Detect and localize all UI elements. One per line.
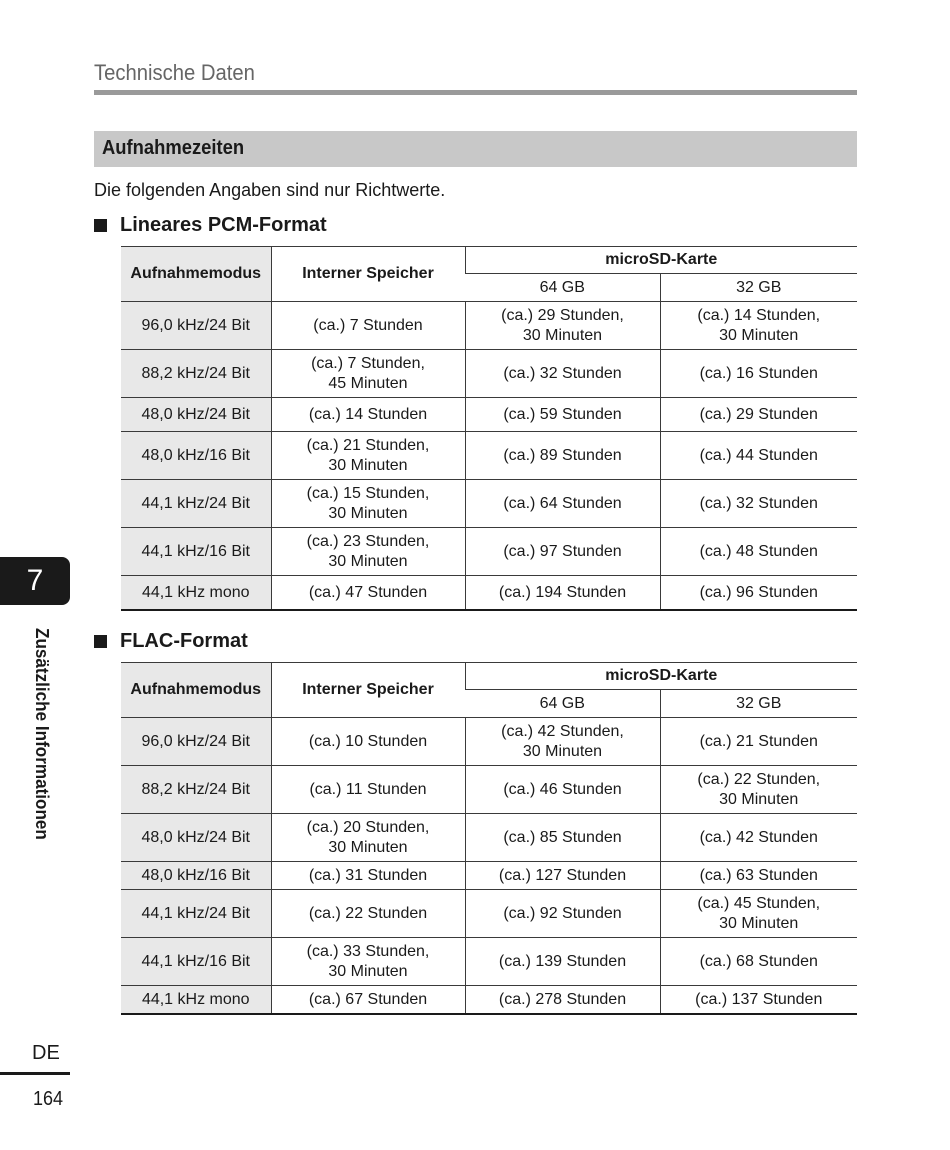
cell-mode: 44,1 kHz mono xyxy=(121,576,271,611)
cell-line: (ca.) 7 Stunden xyxy=(313,316,423,334)
cell-gb32 xyxy=(660,814,857,862)
cell-line: (ca.) 44 Stunden xyxy=(699,446,818,464)
cell-mode: 44,1 kHz/16 Bit xyxy=(121,938,271,986)
chapter-side-label: Zusätzliche Informationen xyxy=(32,628,52,840)
flac-header-card: microSD-Karte xyxy=(465,663,857,690)
cell-line: 30 Minuten xyxy=(719,326,799,344)
cell-line: 30 Minuten xyxy=(719,790,799,808)
cell-gb32 xyxy=(660,398,857,432)
cell-mode: 96,0 kHz/24 Bit xyxy=(121,302,271,350)
pcm-table xyxy=(121,246,857,611)
cell-internal xyxy=(271,432,465,480)
cell-internal xyxy=(271,398,465,432)
cell-gb32 xyxy=(660,890,857,938)
cell-gb32 xyxy=(660,938,857,986)
cell-mode: 48,0 kHz/24 Bit xyxy=(121,398,271,432)
table-row xyxy=(121,350,857,398)
cell-mode: 88,2 kHz/24 Bit xyxy=(121,766,271,814)
chapter-number: 7 xyxy=(26,564,44,597)
cell-line: (ca.) 23 Stunden, xyxy=(306,532,430,550)
cell-internal xyxy=(271,302,465,350)
cell-gb64 xyxy=(465,862,660,890)
cell-line: (ca.) 63 Stunden xyxy=(699,866,818,884)
cell-gb32 xyxy=(660,576,857,611)
cell-mode: 96,0 kHz/24 Bit xyxy=(121,718,271,766)
cell-line: (ca.) 11 Stunden xyxy=(309,780,427,798)
cell-gb64 xyxy=(465,890,660,938)
table-row xyxy=(121,718,857,766)
flac-table xyxy=(121,662,857,1015)
cell-line: (ca.) 194 Stunden xyxy=(498,583,627,601)
cell-gb64 xyxy=(465,528,660,576)
cell-internal xyxy=(271,528,465,576)
cell-line: (ca.) 96 Stunden xyxy=(699,583,818,601)
cell-mode: 44,1 kHz/24 Bit xyxy=(121,890,271,938)
cell-gb32 xyxy=(660,862,857,890)
cell-line: (ca.) 21 Stunden xyxy=(699,732,818,750)
chapter-tab xyxy=(0,557,70,605)
page-number: 164 xyxy=(33,1088,64,1110)
cell-line: 30 Minuten xyxy=(522,326,603,344)
cell-internal xyxy=(271,480,465,528)
cell-line: 30 Minuten xyxy=(328,838,408,856)
cell-line: (ca.) 85 Stunden xyxy=(503,828,622,846)
flac-header-32gb: 32 GB xyxy=(660,690,857,718)
cell-line: 30 Minuten xyxy=(328,962,408,980)
header-divider xyxy=(94,90,857,95)
cell-gb64 xyxy=(465,938,660,986)
cell-line: (ca.) 278 Stunden xyxy=(498,990,627,1008)
cell-line: 30 Minuten xyxy=(719,914,799,932)
table-row xyxy=(121,890,857,938)
cell-line: (ca.) 22 Stunden xyxy=(308,904,428,922)
cell-internal xyxy=(271,814,465,862)
cell-line: (ca.) 31 Stunden xyxy=(308,866,428,884)
cell-line: (ca.) 33 Stunden, xyxy=(306,942,430,960)
cell-mode: 48,0 kHz/16 Bit xyxy=(121,432,271,480)
cell-line: (ca.) 64 Stunden xyxy=(503,494,622,512)
cell-gb64 xyxy=(465,986,660,1015)
cell-gb64 xyxy=(465,350,660,398)
pcm-header-card: microSD-Karte xyxy=(465,247,857,274)
intro-text: Die folgenden Angaben sind nur Richtwerte. xyxy=(94,180,446,200)
section-title: Aufnahmezeiten xyxy=(102,137,245,159)
cell-mode: 44,1 kHz/24 Bit xyxy=(121,480,271,528)
cell-gb64 xyxy=(465,302,660,350)
flac-heading-label: FLAC-Format xyxy=(120,630,248,652)
cell-gb64 xyxy=(465,480,660,528)
cell-line: 30 Minuten xyxy=(328,456,408,474)
cell-gb64 xyxy=(465,718,660,766)
cell-line: (ca.) 32 Stunden xyxy=(503,364,622,382)
cell-line: (ca.) 45 Stunden, xyxy=(697,894,821,912)
cell-line: (ca.) 10 Stunden xyxy=(308,732,428,750)
cell-internal xyxy=(271,986,465,1015)
cell-gb32 xyxy=(660,986,857,1015)
cell-line: 45 Minuten xyxy=(328,374,408,392)
cell-internal xyxy=(271,862,465,890)
cell-line: (ca.) 48 Stunden xyxy=(699,542,818,560)
cell-internal xyxy=(271,718,465,766)
table-row xyxy=(121,938,857,986)
cell-gb64 xyxy=(465,766,660,814)
pcm-table-body xyxy=(121,302,857,611)
cell-line: (ca.) 137 Stunden xyxy=(695,990,823,1008)
cell-line: (ca.) 29 Stunden xyxy=(699,405,818,423)
cell-mode: 48,0 kHz/16 Bit xyxy=(121,862,271,890)
flac-header-internal: Interner Speicher xyxy=(271,663,465,718)
cell-internal xyxy=(271,938,465,986)
cell-internal xyxy=(271,576,465,611)
cell-gb32 xyxy=(660,718,857,766)
cell-line: (ca.) 68 Stunden xyxy=(699,952,818,970)
cell-mode: 44,1 kHz mono xyxy=(121,986,271,1015)
cell-line: (ca.) 32 Stunden xyxy=(699,494,818,512)
cell-line: (ca.) 47 Stunden xyxy=(308,583,428,601)
cell-line: (ca.) 7 Stunden, xyxy=(311,354,425,372)
pcm-heading xyxy=(94,214,327,237)
footer-divider xyxy=(0,1072,70,1075)
flac-table-body xyxy=(121,718,857,1015)
cell-line: (ca.) 21 Stunden, xyxy=(306,436,430,454)
pcm-header-32gb: 32 GB xyxy=(660,274,857,302)
cell-line: (ca.) 139 Stunden xyxy=(498,952,627,970)
cell-line: (ca.) 14 Stunden, xyxy=(697,306,821,324)
cell-line: (ca.) 14 Stunden xyxy=(308,405,428,423)
pcm-heading-label: Lineares PCM-Format xyxy=(120,214,327,236)
cell-gb32 xyxy=(660,480,857,528)
cell-gb64 xyxy=(465,398,660,432)
pcm-header-internal: Interner Speicher xyxy=(271,247,465,302)
table-row xyxy=(121,480,857,528)
cell-line: (ca.) 127 Stunden xyxy=(498,866,627,884)
flac-heading xyxy=(94,630,248,653)
table-row xyxy=(121,302,857,350)
table-row xyxy=(121,528,857,576)
table-row xyxy=(121,576,857,611)
table-row xyxy=(121,986,857,1015)
cell-line: (ca.) 92 Stunden xyxy=(503,904,622,922)
page-header-title: Technische Daten xyxy=(94,60,255,85)
cell-line: (ca.) 46 Stunden xyxy=(503,780,622,798)
cell-line: (ca.) 42 Stunden xyxy=(699,828,818,846)
cell-gb64 xyxy=(465,576,660,611)
cell-line: (ca.) 89 Stunden xyxy=(503,446,622,464)
cell-mode: 88,2 kHz/24 Bit xyxy=(121,350,271,398)
cell-mode: 44,1 kHz/16 Bit xyxy=(121,528,271,576)
cell-line: (ca.) 42 Stunden, xyxy=(501,722,624,740)
flac-header-mode: Aufnahmemodus xyxy=(121,663,271,718)
flac-header-64gb: 64 GB xyxy=(465,690,660,718)
table-row xyxy=(121,766,857,814)
language-code: DE xyxy=(32,1042,60,1064)
cell-line: (ca.) 20 Stunden, xyxy=(306,818,430,836)
table-row xyxy=(121,432,857,480)
cell-gb32 xyxy=(660,350,857,398)
cell-line: (ca.) 97 Stunden xyxy=(503,542,622,560)
cell-line: (ca.) 22 Stunden, xyxy=(697,770,821,788)
cell-gb32 xyxy=(660,766,857,814)
table-row xyxy=(121,814,857,862)
pcm-header-64gb: 64 GB xyxy=(465,274,660,302)
table-row xyxy=(121,398,857,432)
pcm-header-mode: Aufnahmemodus xyxy=(121,247,271,302)
cell-gb32 xyxy=(660,528,857,576)
cell-gb64 xyxy=(465,432,660,480)
cell-gb64 xyxy=(465,814,660,862)
cell-line: (ca.) 29 Stunden, xyxy=(501,306,624,324)
cell-line: (ca.) 15 Stunden, xyxy=(306,484,430,502)
square-bullet-icon xyxy=(94,635,107,648)
cell-line: (ca.) 16 Stunden xyxy=(699,364,818,382)
cell-line: 30 Minuten xyxy=(522,742,603,760)
cell-line: (ca.) 67 Stunden xyxy=(308,990,428,1008)
cell-internal xyxy=(271,766,465,814)
square-bullet-icon xyxy=(94,219,107,232)
cell-gb32 xyxy=(660,302,857,350)
cell-line: 30 Minuten xyxy=(328,552,408,570)
cell-mode: 48,0 kHz/24 Bit xyxy=(121,814,271,862)
section-bar xyxy=(94,131,857,167)
table-row xyxy=(121,862,857,890)
cell-gb32 xyxy=(660,432,857,480)
cell-line: 30 Minuten xyxy=(328,504,408,522)
cell-internal xyxy=(271,890,465,938)
cell-line: (ca.) 59 Stunden xyxy=(503,405,622,423)
cell-internal xyxy=(271,350,465,398)
